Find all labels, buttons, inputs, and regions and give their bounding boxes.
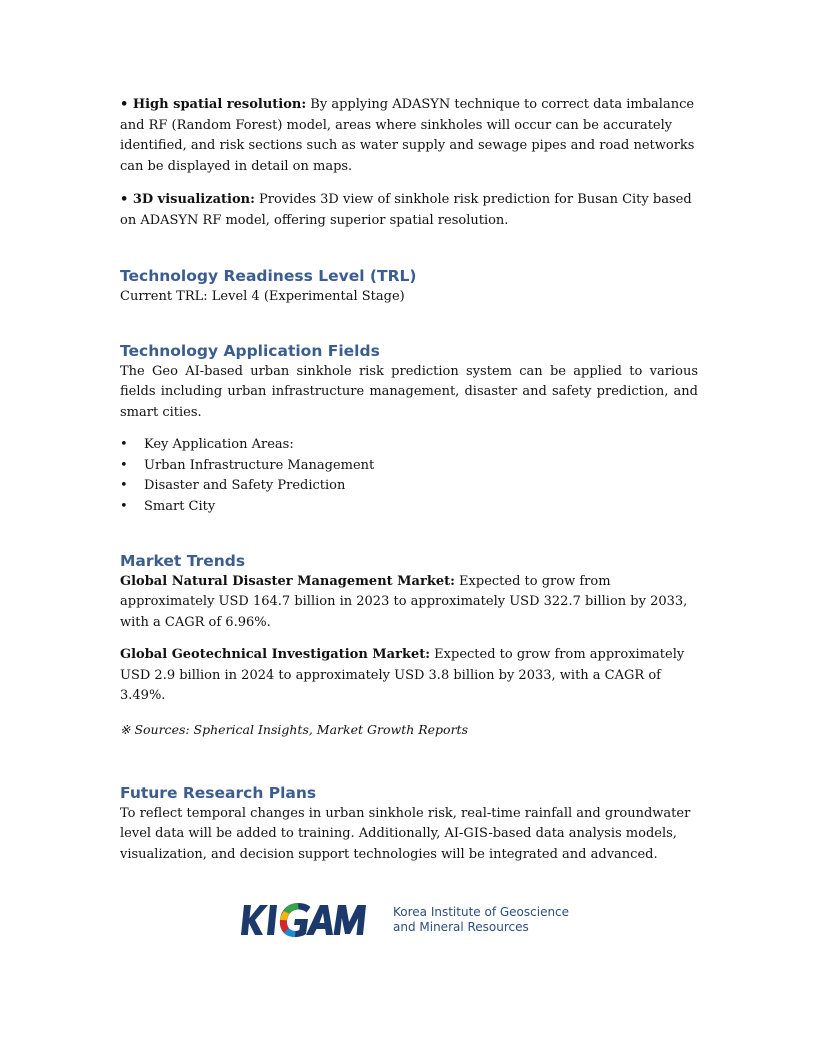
- document-page: [120, 95, 698, 865]
- institute-name-line2: and Mineral Resources: [393, 920, 529, 934]
- market-text: Expected to grow from approximately USD 164.7 billion in 2023 to approximately USD 322.7 billion by 2033, with a CAGR of 6.96%.: [120, 573, 688, 630]
- institute-name: [393, 905, 569, 936]
- trl-text: Current TRL: Level 4 (Experimental Stage): [120, 289, 405, 304]
- kigam-wordmark-logo: [240, 897, 385, 943]
- feature-3d-visualization: [120, 190, 698, 231]
- feature-text: By applying ADASYN technique to correct data imbalance and RF (Random Forest) model, areas where sinkholes will occur can be accurately identified, and risk sections such as water supply and sewage pipes and road networks can be displayed in detail on maps.: [120, 97, 695, 174]
- feature-label: • 3D visualization:: [120, 192, 255, 207]
- market-sources: ※ Sources: Spherical Insights, Market Growth Reports: [120, 721, 468, 737]
- market-entry-geotechnical: [120, 645, 698, 707]
- feature-text: Provides 3D view of sinkhole risk prediction for Busan City based on ADASYN RF model, offering superior spatial resolution.: [120, 192, 692, 228]
- future-text: To reflect temporal changes in urban sinkhole risk, real-time rainfall and groundwater level data will be added to training. Additionally, AI-GIS-based data analysis models, visualization, and decision support technologies will be integrated and advanced.: [120, 805, 691, 862]
- market-entry-disaster: [120, 572, 698, 634]
- list-item: • Disaster and Safety Prediction: [120, 476, 698, 497]
- application-list: [120, 435, 698, 518]
- trl-heading: Technology Readiness Level (TRL): [120, 267, 417, 285]
- market-label: Global Geotechnical Investigation Market:: [120, 647, 431, 663]
- feature-high-resolution: [120, 95, 698, 177]
- application-heading: Technology Application Fields: [120, 341, 380, 360]
- kigam-logo: [240, 895, 600, 945]
- institute-name-line1: Korea Institute of Geoscience: [393, 904, 570, 919]
- market-text: Expected to grow from approximately USD 2.9 billion in 2024 to approximately USD 3.8 billion by 2033, with a CAGR of 3.49%.: [120, 647, 685, 704]
- application-text: The Geo AI-based urban sinkhole risk prediction system can be applied to various fields including urban infrastructure management, disaster and safety prediction, and smart cities.: [120, 363, 698, 420]
- list-item: • Smart City: [120, 497, 698, 518]
- list-item: • Urban Infrastructure Management: [120, 456, 698, 477]
- future-heading: Future Research Plans: [120, 783, 317, 802]
- market-heading: Market Trends: [120, 551, 246, 570]
- market-label: Global Natural Disaster Management Market:: [120, 573, 455, 589]
- list-item: • Key Application Areas:: [120, 435, 698, 456]
- feature-label: • High spatial resolution:: [120, 97, 307, 112]
